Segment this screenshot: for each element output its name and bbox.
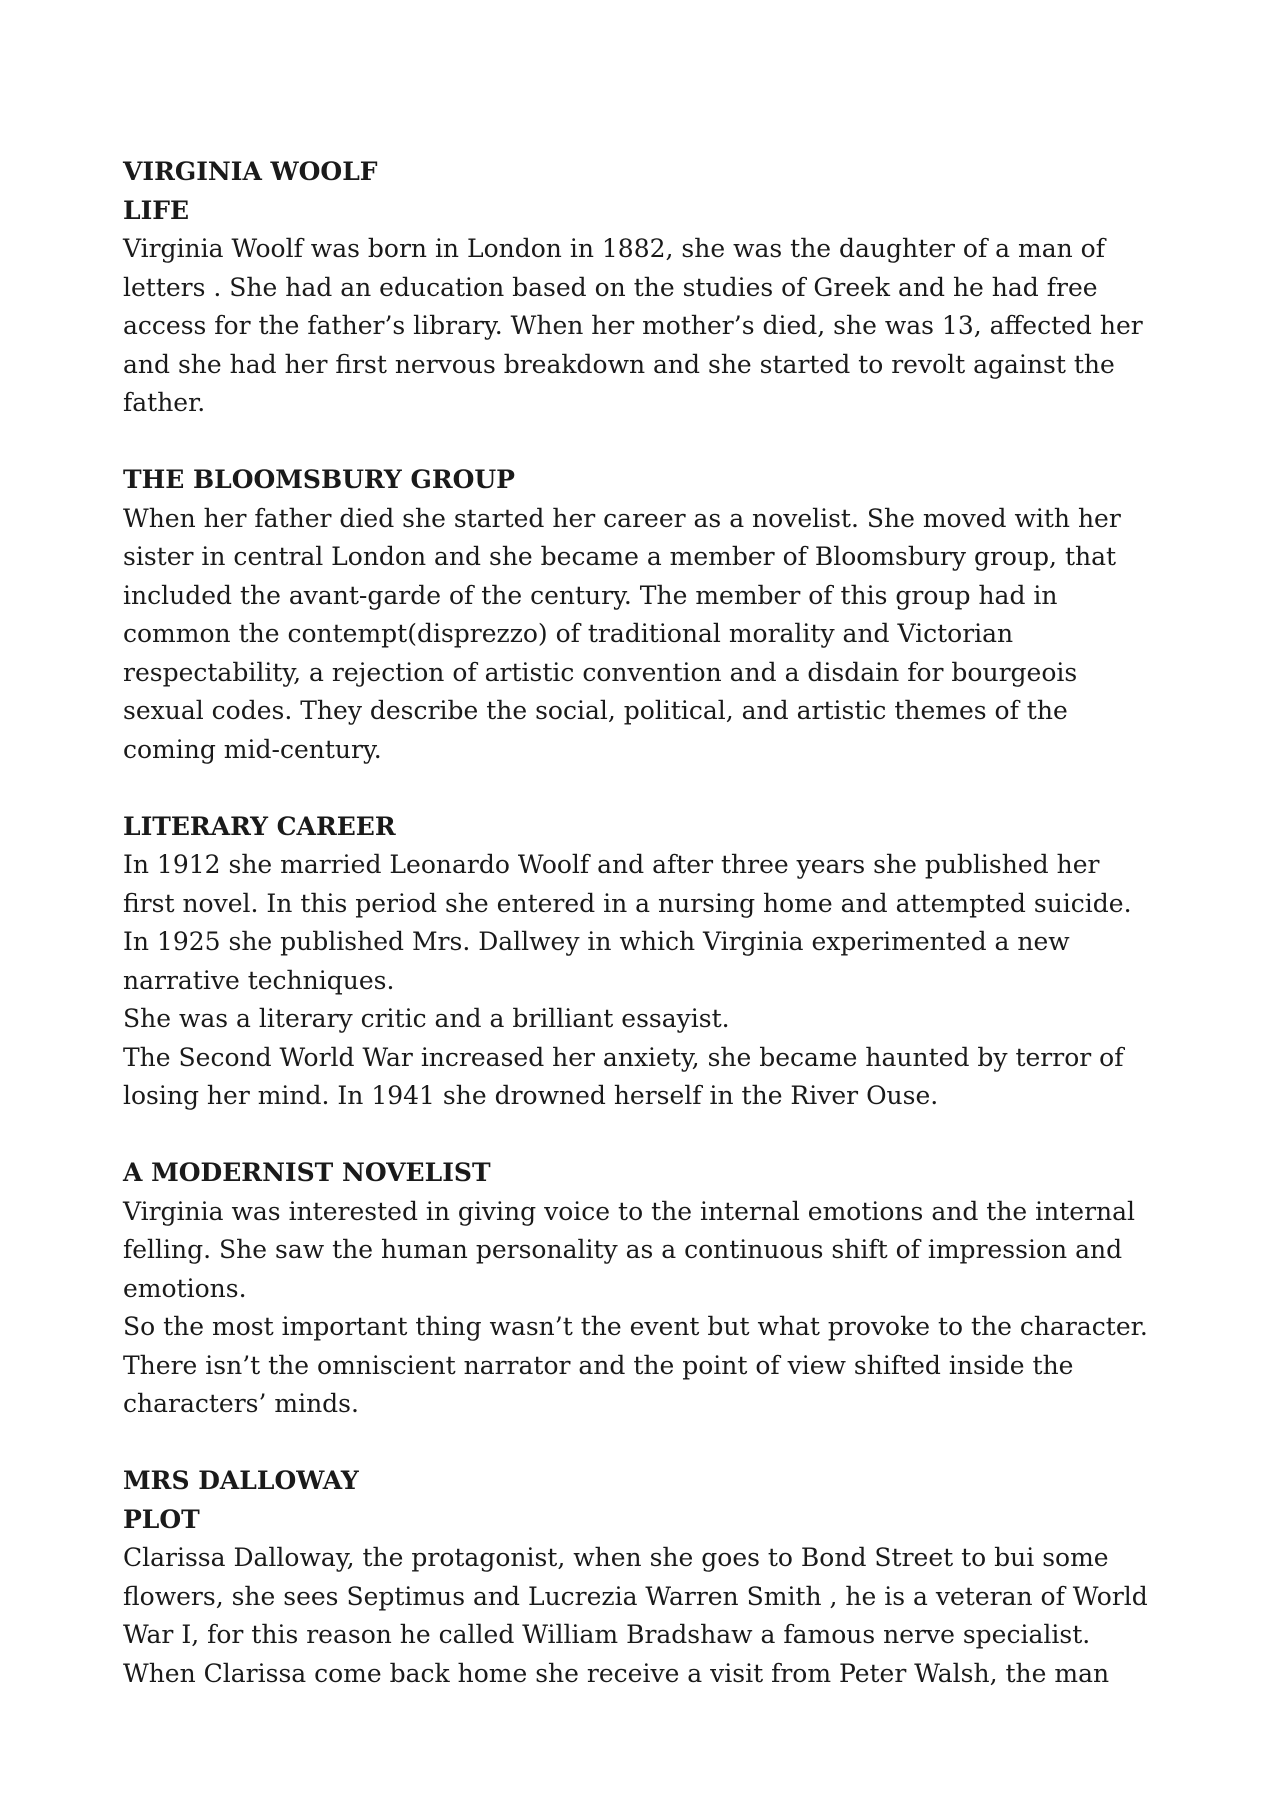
paragraph-line: and she had her first nervous breakdown and she started to revolt against the (123, 349, 1115, 379)
paragraph-line: felling. She saw the human personality as a continuous shift of impression and (123, 1235, 1123, 1264)
spacer (123, 1116, 1183, 1155)
paragraph-line: Virginia was interested in giving voice to the internal emotions and the internal (123, 1196, 1136, 1226)
paragraph-line: There isn’t the omniscient narrator and the point of view shifted inside the (123, 1350, 1074, 1380)
section-heading-literary-career: LITERARY CAREER (123, 811, 396, 841)
paragraph-line: letters . She had an education based on the studies of Greek and he had free (123, 272, 1098, 302)
paragraph-line: In 1912 she married Leonardo Woolf and after three years she published her (123, 850, 1100, 879)
paragraph-line: respectability, a rejection of artistic convention and a disdain for bourgeois (123, 657, 1078, 687)
paragraph-line: father. (123, 388, 206, 417)
paragraph-line: included the avant-garde of the century. The member of this group had in (123, 580, 1058, 610)
paragraph-line: Clarissa Dalloway, the protagonist, when she goes to Bond Street to bui some (123, 1543, 1109, 1572)
section-heading-life: LIFE (123, 195, 190, 225)
paragraph-line: In 1925 she published Mrs. Dallwey in which Virginia experimented a new (123, 927, 1070, 956)
paragraph-line: She was a literary critic and a brilliant essayist. (123, 1004, 730, 1033)
paragraph-line: Virginia Woolf was born in London in 1882, she was the daughter of a man of (123, 234, 1105, 263)
section-heading-mrs-dalloway: MRS DALLOWAY (123, 1466, 359, 1495)
document-page (123, 153, 1183, 1693)
paragraph-line: narrative techniques. (123, 965, 395, 995)
paragraph-line: common the contempt(disprezzo) of traditional morality and Victorian (123, 619, 1014, 648)
paragraph-line: coming mid-century. (123, 734, 382, 764)
document-title: VIRGINIA WOOLF (123, 157, 378, 186)
paragraph-line: characters’ minds. (123, 1389, 359, 1418)
spacer (123, 1424, 1183, 1463)
paragraph-line: flowers, she sees Septimus and Lucrezia Warren Smith , he is a veteran of World (123, 1581, 1148, 1611)
paragraph-line: When her father died she started her career as a novelist. She moved with her (123, 503, 1121, 533)
paragraph-line: first novel. In this period she entered in a nursing home and attempted suicide. (123, 888, 1132, 918)
paragraph-line: So the most important thing wasn’t the event but what provoke to the character. (123, 1312, 1148, 1341)
paragraph-line: sister in central London and she became a member of Bloomsbury group, that (123, 542, 1117, 571)
section-heading-bloomsbury: THE BLOOMSBURY GROUP (123, 465, 515, 494)
paragraph-line: access for the father’s library. When her mother’s died, she was 13, affected her (123, 311, 1143, 340)
subsection-heading-plot: PLOT (123, 1504, 200, 1534)
section-heading-modernist-novelist: A MODERNIST NOVELIST (123, 1158, 491, 1187)
spacer (123, 423, 1183, 462)
paragraph-line: emotions. (123, 1273, 247, 1303)
paragraph-line: When Clarissa come back home she receive a visit from Peter Walsh, the man (123, 1658, 1110, 1688)
paragraph-line: sexual codes. They describe the social, political, and artistic themes of the (123, 696, 1068, 725)
paragraph-line: The Second World War increased her anxiety, she became haunted by terror of (123, 1042, 1124, 1072)
paragraph-line: losing her mind. In 1941 she drowned herself in the River Ouse. (123, 1081, 939, 1110)
spacer (123, 769, 1183, 808)
paragraph-line: War I, for this reason he called William Bradshaw a famous nerve specialist. (123, 1620, 1091, 1649)
